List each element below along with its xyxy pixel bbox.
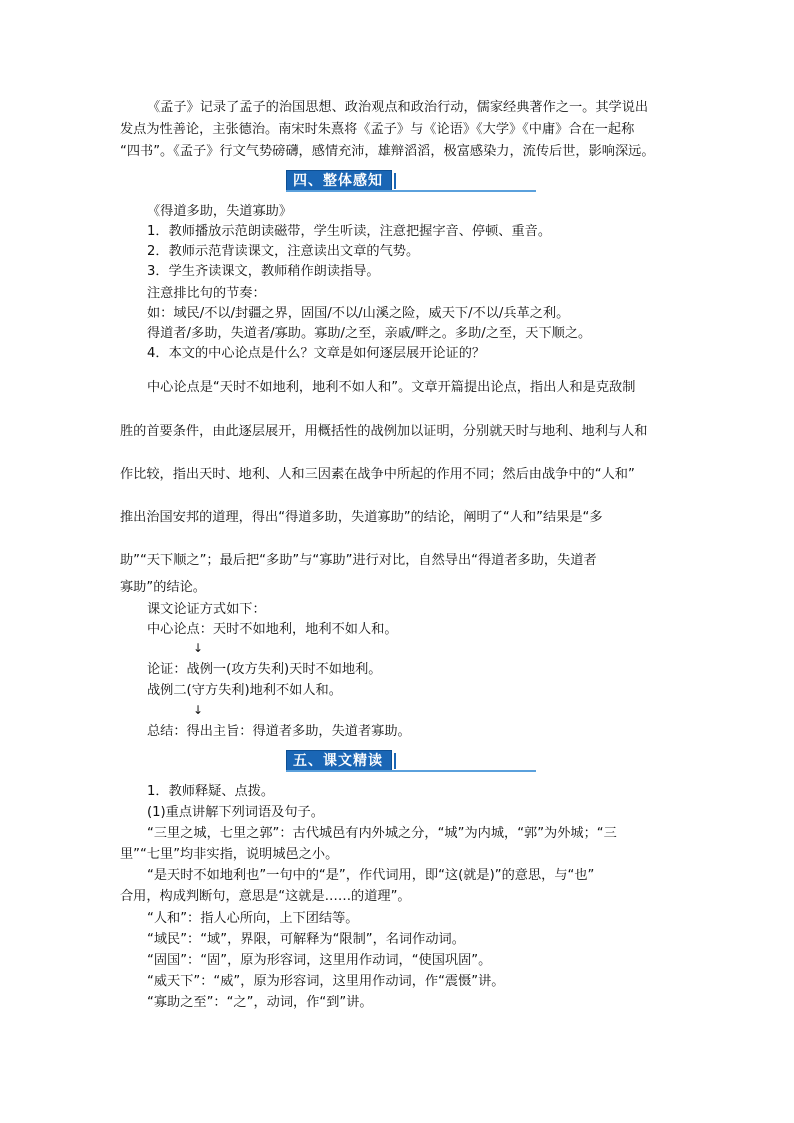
- argument-1: 论证：战例一(攻方失利)天时不如地利。: [147, 662, 382, 677]
- method-label: 课文论证方式如下：: [147, 602, 266, 617]
- intro-line-3: “四书”。《孟子》行文气势磅礴，感情充沛，雄辩滔滔，极富感染力，流传后世，影响深远。: [120, 144, 655, 159]
- item-1-line-1: “三里之城，七里之郭”：古代城邑有内外城之分，“城”为内城，“郭”为外城；“三: [147, 826, 617, 841]
- item-1-line-2: 里”“七里”均非实指，说明城邑之小。: [120, 847, 339, 862]
- section-4-title: 《得道多助，失道寡助》: [147, 204, 293, 219]
- banner-bar: [394, 753, 396, 769]
- intro-line-1: 《孟子》记录了孟子的治国思想、政治观点和政治行动，儒家经典著作之一。其学说出: [147, 100, 649, 115]
- down-arrow-icon: ↓: [193, 703, 204, 717]
- step-5-1: 1．教师释疑、点拨。: [147, 784, 275, 799]
- answer-line-5: 助”“天下顺之”；最后把“多助”与“寡助”进行对比，自然导出“得道者多助，失道者: [120, 553, 597, 568]
- answer-line-3: 作比较，指出天时、地利、人和三因素在战争中所起的作用不同；然后由战争中的“人和”: [120, 467, 635, 482]
- step-3: 3．学生齐读课文，教师稍作朗读指导。: [147, 264, 380, 279]
- section-4-banner: [286, 170, 536, 192]
- rhythm-label: 注意排比句的节奏：: [147, 286, 266, 301]
- item-3: “人和”：指人心所向，上下团结等。: [147, 911, 359, 926]
- answer-line-6: 寡助”的结论。: [120, 580, 206, 595]
- thesis: 中心论点：天时不如地利，地利不如人和。: [147, 622, 398, 637]
- answer-line-4: 推出治国安邦的道理，得出“得道多助，失道寡助”的结论，阐明了“人和”结果是“多: [120, 510, 603, 525]
- down-arrow-icon: ↓: [193, 641, 204, 655]
- item-2-line-1: “是天时不如地利也”一句中的“是”，作代词用，即“这(就是)”的意思，与“也”: [147, 868, 595, 883]
- sub-1: (1)重点讲解下列词语及句子。: [147, 805, 324, 820]
- question-4: 4．本文的中心论点是什么？文章是如何逐层展开论证的？: [147, 346, 486, 361]
- rhythm-example-1: 如：域民/不以/封疆之界，固国/不以/山溪之险，威天下/不以/兵革之利。: [147, 306, 570, 321]
- section-5-heading: 五、课文精读: [286, 750, 392, 772]
- rhythm-example-2: 得道者/多助，失道者/寡助。寡助/之至，亲戚/畔之。多助/之至，天下顺之。: [147, 326, 592, 341]
- banner-rule: [286, 770, 536, 772]
- answer-line-2: 胜的首要条件，由此逐层展开，用概括性的战例加以证明，分别就天时与地利、地利与人和: [120, 424, 648, 439]
- item-6: “威天下”：“威”，原为形容词，这里用作动词，作“震慑”讲。: [147, 974, 505, 989]
- step-1: 1．教师播放示范朗读磁带，学生听读，注意把握字音、停顿、重音。: [147, 224, 552, 239]
- summary: 总结：得出主旨：得道者多助，失道者寡助。: [147, 724, 411, 739]
- item-5: “固国”：“固”，原为形容词，这里用作动词，“使国巩固”。: [147, 953, 492, 968]
- section-4-heading: 四、整体感知: [286, 170, 392, 192]
- section-5-banner: [286, 750, 536, 772]
- banner-bar: [394, 173, 396, 189]
- intro-line-2: 发点为性善论，主张德治。南宋时朱熹将《孟子》与《论语》《大学》《中庸》合在一起称: [120, 122, 635, 137]
- answer-line-1: 中心论点是“天时不如地利，地利不如人和”。文章开篇提出论点，指出人和是克敌制: [147, 380, 636, 395]
- item-4: “域民”：“域”，界限，可解释为“限制”，名词作动词。: [147, 932, 465, 947]
- banner-rule: [286, 190, 536, 192]
- item-7: “寡助之至”：“之”，动词，作“到”讲。: [147, 995, 373, 1010]
- step-2: 2．教师示范背读课文，注意读出文章的气势。: [147, 244, 420, 259]
- argument-2: 战例二(守方失利)地利不如人和。: [147, 683, 342, 698]
- item-2-line-2: 合用，构成判断句，意思是“这就是……的道理”。: [120, 889, 411, 904]
